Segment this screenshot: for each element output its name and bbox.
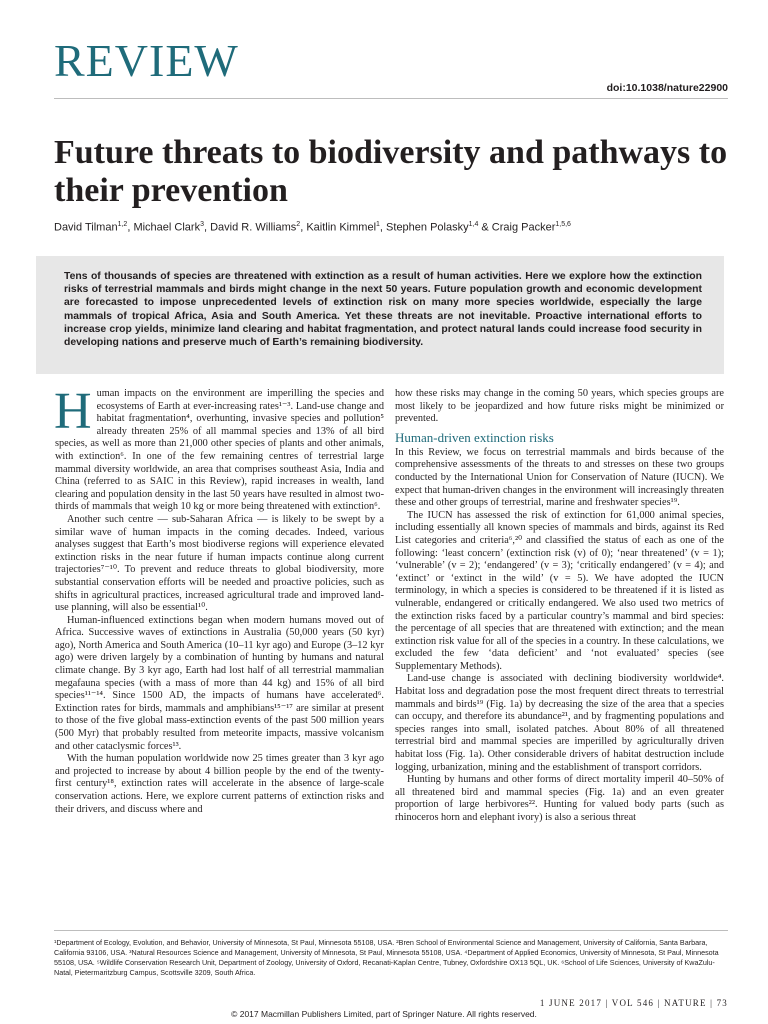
body-column-left — [54, 383, 384, 816]
author-name: Michael Clark — [133, 221, 201, 234]
body-paragraph — [54, 383, 384, 514]
author-name: David R. Williams — [210, 221, 297, 234]
author-affiliation-mark: 1 — [376, 221, 380, 228]
header-divider — [54, 98, 728, 99]
body-paragraph: Hunting by humans and other forms of direct mortality imperil 40–50% of all threatened bird and mammal species (Fig. 1a) and an even greater proportion of large herbivores²². Hunting for valued body parts (such as rhinoceros horn and elephant ivory) is also a serious threat — [395, 774, 724, 823]
body-column-right — [395, 388, 724, 825]
author-list: David Tilman$^{1,2}$, Michael Clark$^3$, David R. Williams$^2$, Kaitlin Kimmel$^1$, Stephen Polasky$^{1,4}$ & Craig Packer$^{1,5,6}$ — [54, 221, 571, 234]
body-paragraph: In this Review, we focus on terrestrial mammals and birds because of the comprehensive assessments of the threats to and stresses on these two groups conducted by the International Union for Conservation of Nature (IUCN). We expect that human-driven changes in the environment will increasingly threaten these and other groups of terrestrial, marine and freshwater species¹⁹. — [395, 446, 724, 509]
author-name: David Tilman — [54, 221, 118, 234]
copyright-notice: © 2017 Macmillan Publishers Limited, part of Springer Nature. All rights reserved. — [231, 1009, 537, 1019]
author-affiliation-mark: 3 — [200, 221, 204, 228]
author-name: Craig Packer — [491, 221, 556, 234]
drop-cap: H — [54, 383, 92, 440]
section-heading: Human-driven extinction risks — [395, 429, 554, 445]
author-affiliation-mark: 1,4 — [468, 221, 479, 228]
body-paragraph: Human-influenced extinctions began when modern humans moved out of Africa. Successive waves of extinctions in Australia (50,000 years (50 kyr) ago), North America and South America (10–11 kyr ago) and Europe (3–12 kyr ago) were driven largely by a combination of hunting by humans and natural climate change. By 3 kyr ago, Earth had lost half of all terrestrial mammalian megafauna species (with a mass of more than 44 kg) and 15% of all bird species¹¹⁻¹⁴. Since 1500 AD, the impacts of humans have accelerated⁶. Extinction rates for birds, mammals and amphibians¹⁵⁻¹⁷ are similar at present to those of the five global mass-extinction events of the past 500 million years (500 Myr) that probably resulted from meteorite impacts, massive volcanism and other cataclysmic forces¹³. — [55, 614, 384, 752]
body-paragraph: The IUCN has assessed the risk of extinction for 61,000 animal species, including essentially all known species of mammals and birds, against its Red List categories and criteria⁶,²⁰ and classified the status of each as one of the following: ‘least concern’ (extinction risk (v) of 0); ‘near threatened’ (v = 1); ‘vulnerable’ (v = 2); ‘endangered’ (v = 3); ‘critically endangered’ (v = 4); and ‘extinct’ or ‘extinct in the wild’ (v = 5). We have adopted the IUCN terminology, in which a species is considered to be threatened if it is listed as vulnerable, endangered or critically endangered. We also used two metrics of the extinction risks faced by a particular country’s mammal and bird species: the percentage of all species that are threatened with extinction; and the mean extinction risk value for all of the species in a country. In these calculations, we excluded the few ‘data deficient’ and ‘not evaluated’ species (see Supplementary Methods). — [395, 509, 724, 672]
abstract-text: Tens of thousands of species are threatened with extinction as a result of human activities. Here we explore how the extinction risks of terrestrial mammals and birds might change in the next 50 years. Future population growth and economic development are forecasted to impose unprecedented levels of extinction risk on many more species worldwide, especially the large mammals of tropical Africa, Asia and South America. Yet these threats are not inevitable. Proactive international efforts to increase crop yields, minimize land clearing and habitat fragmentation, and protect natural lands could increase food security in developing nations and preserve much of Earth’s remaining biodiversity. — [64, 271, 702, 349]
paragraph-text: uman impacts on the environment are imperilling the species and ecosystems of Earth at ever-increasing rates¹⁻³. Land-use change and habitat fragmentation⁴, overhunting, invasive species and pollution⁵ already threaten 25% of all mammal species and 13% of all bird species, as well as more than 21,000 other species of plants and other animals, with extinction⁶. In one of the few remaining centres of terrestrial large mammal diversity worldwide, an area that comprises southeast Asia, India and China (referred to as SAIC in this Review), rapid increases in wealth, land clearing and population density in the last 50 years have resulted in almost two-thirds of mammals that weigh 10 kg or more being threatened with extinction⁶. — [55, 388, 384, 513]
section-label: REVIEW — [54, 35, 239, 86]
body-paragraph: With the human population worldwide now 25 times greater than 3 kyr ago and projected to increase by about 4 billion people by the end of the twenty-first century¹⁸, extinction rates will accelerate in the absence of large-scale conservation actions. Here, we explore current patterns of extinction risks and their drivers, and discuss where and — [55, 753, 384, 815]
affiliation-footnotes: ¹Department of Ecology, Evolution, and Behavior, University of Minnesota, St Paul, Minnesota 55108, USA. ²Bren School of Environmental Science and Management, University of California, Santa Barbara, California 93106, USA. ³Natural Resources Science and Management, University of Minnesota, St Paul, Minnesota 55108, USA. ⁴Department of Applied Economics, University of Minnesota, St Paul, Minnesota 55108, USA. ⁵Wildlife Conservation Research Unit, Department of Zoology, University of Oxford, Recanati-Kaplan Centre, Tubney, Oxfordshire OX13 5QL, UK. ⁶School of Life Sciences, University of KwaZulu-Natal, Pietermaritzburg Campus, Scottsville 3209, South Africa. — [54, 938, 719, 977]
body-paragraph: Land-use change is associated with declining biodiversity worldwide⁴. Habitat loss and degradation pose the most frequent direct threats to terrestrial mammals and birds¹⁹ (Fig. 1a) by decreasing the size of the area that a species can occupy, and therefore its abundance²¹, and by fragmenting populations and species ranges into small, isolated patches. About 80% of all threatened terrestrial bird and mammal species are imperilled by agriculturally driven habitat loss (Fig. 1a). Other considerable drivers of habitat destruction include logging, urbanization, mining and the establishment of transport corridors. — [395, 673, 724, 773]
author-affiliation-mark: 2 — [296, 221, 301, 228]
footnote-divider — [54, 930, 728, 931]
author-name: Stephen Polasky — [386, 221, 469, 234]
author-affiliation-mark: 1,5,6 — [555, 221, 571, 228]
body-paragraph: how these risks may change in the coming 50 years, which species groups are most likely to be jeopardized and how future risks might be minimized or prevented. — [395, 388, 724, 425]
doi-link[interactable]: doi:10.1038/nature22900 — [606, 82, 728, 94]
abstract-box — [36, 256, 724, 374]
author-name: Kaitlin Kimmel — [306, 221, 377, 234]
article-title: Future threats to biodiversity and pathways to their prevention — [54, 134, 728, 209]
page-info: 1 JUNE 2017 | VOL 546 | NATURE | 73 — [539, 998, 728, 1008]
body-paragraph: Another such centre — sub-Saharan Africa — is likely to be swept by a similar wave of human impacts in the coming decades. Indeed, various analyses suggest that Earth’s most biodiverse regions will experience elevated extinction risks in the near future if human impacts continue along current trajectories⁷⁻¹⁰. To prevent and reduce threats to global biodiversity, more substantial conservation efforts will be needed and proactive policies, such as shifts in agricultural practices, increased agricultural trade and improved land-use planning, will also be essential¹⁰. — [55, 513, 384, 614]
author-affiliation-mark: 1,2 — [117, 221, 128, 228]
